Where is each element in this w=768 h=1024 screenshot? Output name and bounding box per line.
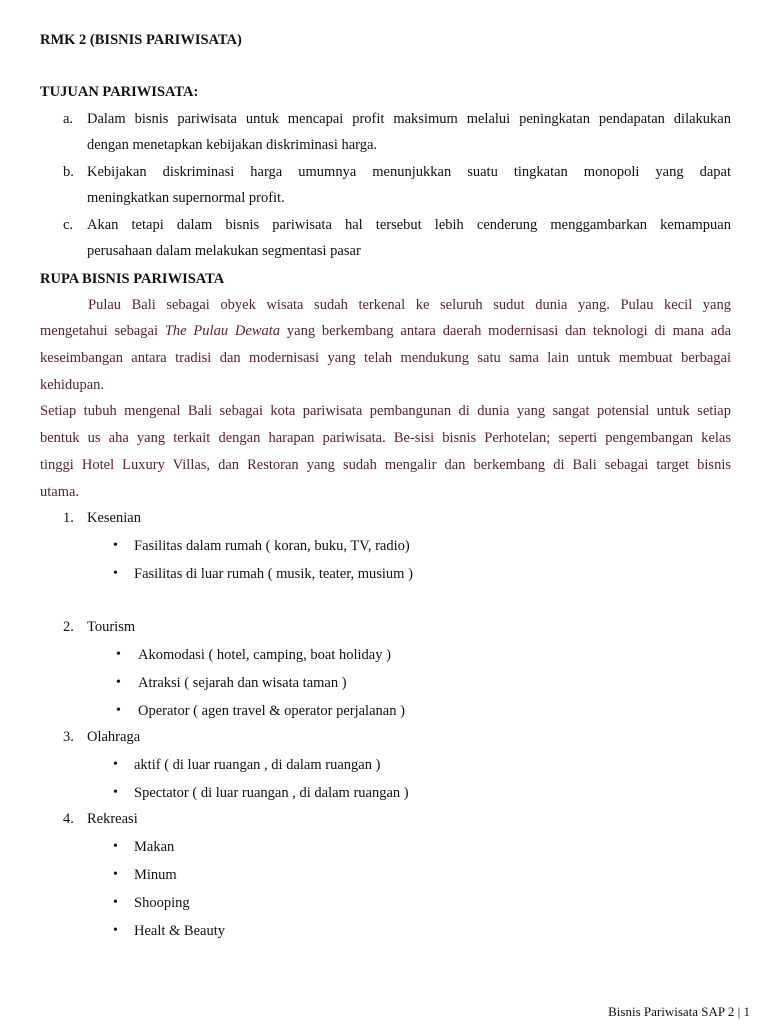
tujuan-heading: TUJUAN PARIWISATA: — [40, 84, 199, 100]
item-marker: a. — [63, 111, 74, 127]
bullet-item: aktif ( di luar ruangan , di dalam ruangan ) — [134, 757, 381, 773]
page-footer: Bisnis Pariwisata SAP 2 | 1 — [608, 1004, 750, 1019]
rupa-heading: RUPA BISNIS PARIWISATA — [40, 271, 225, 287]
section-label: Olahraga — [87, 729, 141, 745]
paragraph-line — [40, 322, 731, 340]
bullet-icon: • — [113, 923, 118, 938]
bullet-icon: • — [116, 647, 121, 662]
item-text-line: dengan menetapkan kebijakan diskriminasi harga. — [87, 137, 378, 153]
bullet-icon: • — [113, 538, 118, 553]
section-number: 4. — [63, 811, 74, 827]
bullet-icon: • — [113, 566, 118, 581]
paragraph-line: kehidupan. — [40, 377, 105, 393]
section-label: Rekreasi — [87, 811, 138, 827]
bullet-item: Spectator ( di luar ruangan , di dalam ruangan ) — [134, 785, 409, 801]
paragraph-line: keseimbangan antara tradisi dan modernisasi yang telah mendukung satu sama lain untuk membuat berbagai — [40, 350, 731, 366]
document-title: RMK 2 (BISNIS PARIWISATA) — [40, 32, 242, 48]
bullet-item: Minum — [134, 867, 177, 883]
bullet-icon: • — [116, 703, 121, 718]
item-marker: b. — [63, 164, 74, 180]
bullet-item: Operator ( agen travel & operator perjalanan ) — [138, 703, 405, 719]
section-number: 2. — [63, 619, 74, 635]
pulau-dewata-italic: The Pulau Dewata — [164, 323, 281, 339]
bullet-item: Makan — [134, 839, 175, 855]
section-label: Tourism — [87, 619, 136, 635]
bullet-item: Atraksi ( sejarah dan wisata taman ) — [138, 675, 347, 691]
paragraph-line: bentuk us aha yang terkait dengan harapan pariwisata. Be-sisi bisnis Perhotelan; seperti pengembangan kelas — [40, 430, 731, 446]
paragraph-line: Pulau Bali sebagai obyek wisata sudah terkenal ke seluruh sudut dunia yang. Pulau kecil yang — [88, 297, 731, 313]
item-text-line: Kebijakan diskriminasi harga umumnya menunjukkan suatu tingkatan monopoli yang dapat — [87, 164, 731, 180]
bullet-item: Shooping — [134, 895, 190, 911]
paragraph-line: tinggi Hotel Luxury Villas, dan Restoran yang sudah mengalir dan berkembang di Bali sebagai target bisnis — [40, 457, 731, 473]
paragraph-text: mengetahui sebagai — [40, 323, 165, 339]
section-label: Kesenian — [87, 510, 141, 526]
bullet-icon: • — [116, 675, 121, 690]
bullet-item: Fasilitas dalam rumah ( koran, buku, TV, radio) — [134, 538, 410, 554]
bullet-icon: • — [113, 839, 118, 854]
paragraph-text: yang berkembang antara daerah modernisasi dan teknologi di mana ada — [280, 323, 732, 339]
paragraph-line: Setiap tubuh mengenal Bali sebagai kota pariwisata pembangunan di dunia yang sangat potensial untuk setiap — [40, 403, 731, 419]
item-text-line: perusahaan dalam melakukan segmentasi pasar — [87, 243, 361, 259]
bullet-item: Fasilitas di luar rumah ( musik, teater, musium ) — [134, 566, 413, 582]
bullet-item: Healt & Beauty — [134, 923, 226, 939]
item-text-line: meningkatkan supernormal profit. — [87, 190, 285, 206]
bullet-icon: • — [113, 895, 118, 910]
paragraph-line: utama. — [40, 484, 80, 500]
section-number: 1. — [63, 510, 74, 526]
bullet-item: Akomodasi ( hotel, camping, boat holiday ) — [138, 647, 391, 663]
bullet-icon: • — [113, 867, 118, 882]
section-number: 3. — [63, 729, 74, 745]
item-marker: c. — [63, 217, 74, 233]
bullet-icon: • — [113, 757, 118, 772]
item-text-line: Dalam bisnis pariwisata untuk mencapai profit maksimum melalui peningkatan pendapatan dilakukan — [87, 111, 731, 127]
item-text-line: Akan tetapi dalam bisnis pariwisata hal tersebut lebih cenderung menggambarkan kemampuan — [87, 217, 731, 233]
bullet-icon: • — [113, 785, 118, 800]
